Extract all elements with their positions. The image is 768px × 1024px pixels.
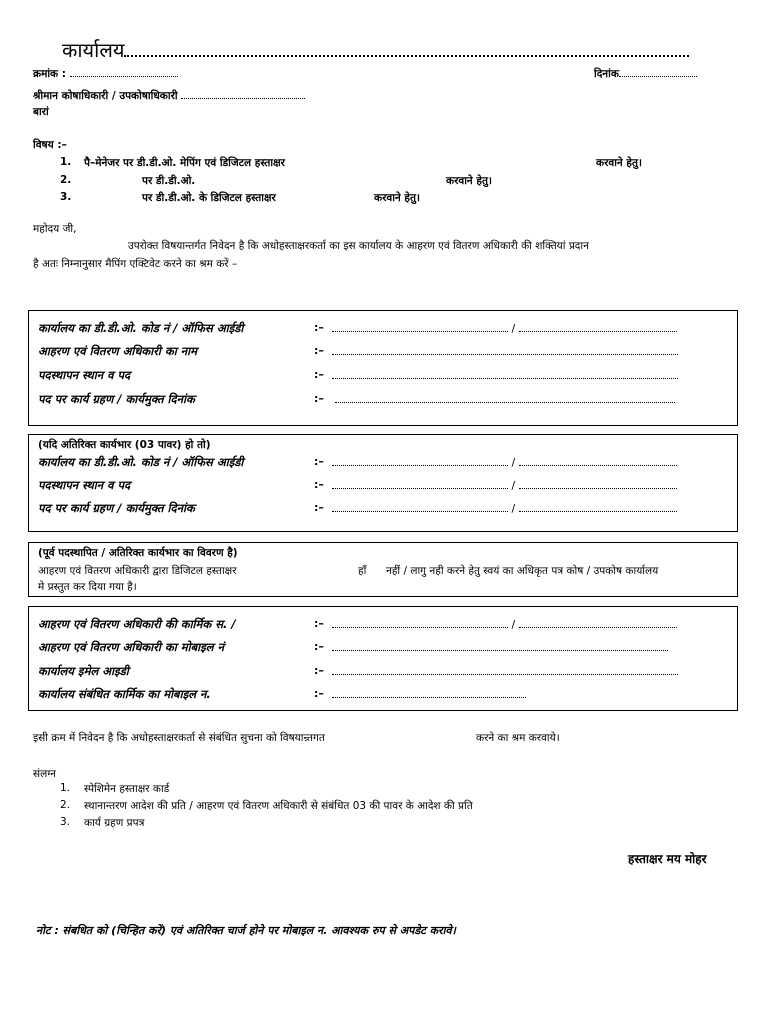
subject-item-2-text: पर डी.डी.ओ.: [142, 175, 196, 187]
box4-row1-field[interactable]: /: [332, 617, 677, 631]
box1-row1-label: कार्यालय का डी.डी.ओ. कोड नं / ऑफिस आईडी: [38, 321, 244, 335]
box1-row3-sep: :–: [314, 368, 324, 381]
subject-item-2-num: 2.: [60, 174, 72, 186]
addressee-text: श्रीमान कोषाधिकारी / उपकोषाधिकारी: [33, 90, 178, 102]
box4-row3-sep: :–: [314, 664, 324, 677]
box2-row1-label: कार्यालय का डी.डी.ओ. कोड नं / ऑफिस आईडी: [38, 455, 244, 469]
subject-item-3-text: पर डी.डी.ओ. के डिजिटल हस्ताक्षर: [142, 192, 276, 204]
box3-line1a: आहरण एवं वितरण अधिकारी द्वारा डिजिटल हस्ताक्षर: [38, 565, 237, 577]
box1-row3-field[interactable]: [332, 368, 678, 382]
subject-item-1-suffix: करवाने हेतु।: [596, 157, 642, 169]
box4-row4-field[interactable]: [332, 687, 526, 701]
closing-text-a: इसी क्रम में निवेदन है कि अधोहस्ताक्षरकर्ता से संबंधित सुचना को विषयान्र्तगत: [33, 732, 325, 744]
footer-note: नोट : संबधित को (चिन्हित करें) एवं अतिरिक्त चार्ज होने पर मोबाइल न. आवश्यक रुप से अपडेट करावे।: [36, 924, 456, 937]
box1-row2-label: आहरण एवं वितरण अधिकारी का नाम: [38, 344, 197, 358]
kramank-blank: [70, 66, 178, 77]
box1-row2-sep: :–: [314, 344, 324, 357]
office-title-text: कार्यालय: [62, 38, 125, 62]
signature-label: हस्ताक्षर मय मोहर: [628, 852, 707, 866]
box4-row3-label: कार्यालय इमेल आइडी: [38, 664, 129, 678]
box3-option-yes[interactable]: हाँ: [358, 565, 367, 577]
box1-row2-field[interactable]: [332, 344, 678, 358]
addressee-line2: बारां: [33, 106, 49, 118]
enclosures-label: संलग्न: [33, 768, 56, 780]
enclosure-1-num: 1.: [60, 782, 71, 794]
box1-row1-sep: :–: [314, 321, 324, 334]
box1-row1-field[interactable]: /: [332, 321, 677, 335]
enclosure-3-text: कार्य ग्रहण प्रपत्र: [84, 817, 145, 829]
ddo-details-box: [28, 310, 738, 426]
subject-item-2-suffix: करवाने हेतु।: [446, 175, 492, 187]
kramank-row: [33, 66, 178, 81]
box3-heading: (पूर्व पदस्थापित / अतिरिक्त कार्यभार का विवरण है): [38, 547, 238, 559]
contact-details-box: [28, 606, 738, 711]
box1-row3-label: पदस्थापन स्थान व पद: [38, 368, 131, 382]
box4-row2-label: आहरण एवं वितरण अधिकारी का मोबाइल नं: [38, 640, 224, 654]
box1-row4-field[interactable]: [335, 392, 675, 406]
box2-row3-sep: :–: [314, 501, 324, 514]
box3-line1c: नहीं / लागु नही करने हेतु स्वयं का अधिकृत पत्र कोष / उपकोष कार्यालय: [386, 565, 659, 577]
box2-row3-label: पद पर कार्य ग्रहण / कार्यमुक्त दिनांक: [38, 501, 195, 515]
addressee-blank: [181, 88, 305, 99]
office-name-blank: [124, 45, 689, 57]
subject-item-1-text: पै–मेनेजर पर डी.डी.ओ. मेपिंग एवं डिजिटल हस्ताक्षर: [84, 157, 285, 169]
salutation: महोदय जी,: [33, 223, 77, 235]
box2-row1-sep: :–: [314, 455, 324, 468]
subject-item-3-num: 3.: [60, 191, 72, 203]
subject-item-1-num: 1.: [60, 156, 72, 168]
box2-row2-sep: :–: [314, 478, 324, 491]
box2-row2-field[interactable]: /: [332, 478, 677, 492]
enclosure-2-text: स्थानान्तरण आदेश की प्रति / आहरण एवं वितरण अधिकारी से संबंधित 03 की पावर के आदेश की प्रति: [84, 800, 473, 812]
box4-row2-field[interactable]: [332, 640, 668, 654]
enclosure-3-num: 3.: [60, 816, 71, 828]
box2-row2-label: पदस्थापन स्थान व पद: [38, 478, 131, 492]
box1-row4-label: पद पर कार्य ग्रहण / कार्यमुक्त दिनांक: [38, 392, 195, 406]
enclosure-1-text: स्पेशिमेन हस्ताक्षर कार्ड: [84, 783, 170, 795]
box1-row4-sep: :–: [314, 392, 324, 405]
dinank-label: दिनांक: [594, 68, 619, 80]
enclosure-2-num: 2.: [60, 799, 71, 811]
subject-label: विषय :–: [33, 139, 67, 151]
intro-line-2: है अतः निम्नानुसार मैपिंग एक्टिवेट करने का श्रम करें –: [33, 258, 238, 270]
box4-row1-label: आहरण एवं वितरण अधिकारी की कार्मिक स. /: [38, 617, 236, 631]
box2-heading: (यदि अतिरिक्त कार्यभार (03 पावर) हो तो): [38, 439, 211, 451]
dinank-blank: [619, 66, 697, 77]
addressee-line1: [33, 88, 305, 103]
box4-row3-field[interactable]: [332, 664, 678, 678]
box4-row4-sep: :–: [314, 687, 324, 700]
subject-item-3-suffix: करवाने हेतु।: [374, 192, 420, 204]
box2-row3-field[interactable]: /: [332, 501, 677, 515]
office-title: [62, 36, 689, 63]
box4-row2-sep: :–: [314, 640, 324, 653]
kramank-label: क्रमांक :: [33, 68, 66, 80]
additional-charge-box: [28, 434, 738, 532]
previous-posting-box: [28, 542, 738, 597]
box4-row1-sep: :–: [314, 617, 324, 630]
dinank-row: [594, 66, 697, 81]
box3-line2: मे प्रस्तुत कर दिया गया है।: [38, 581, 137, 593]
box4-row4-label: कार्यालय संबंधित कार्मिक का मोबाइल न.: [38, 687, 211, 701]
box2-row1-field[interactable]: /: [332, 455, 677, 469]
intro-line-1: उपरोक्त विषयान्तर्गत निवेदन है कि अधोहस्ताक्षरकर्ता का इस कार्यालय के आहरण एवं वितरण अधिकारी की शक्तियां प्रदान: [128, 240, 589, 252]
closing-text-b: करने का श्रम करवाये।: [476, 732, 560, 744]
